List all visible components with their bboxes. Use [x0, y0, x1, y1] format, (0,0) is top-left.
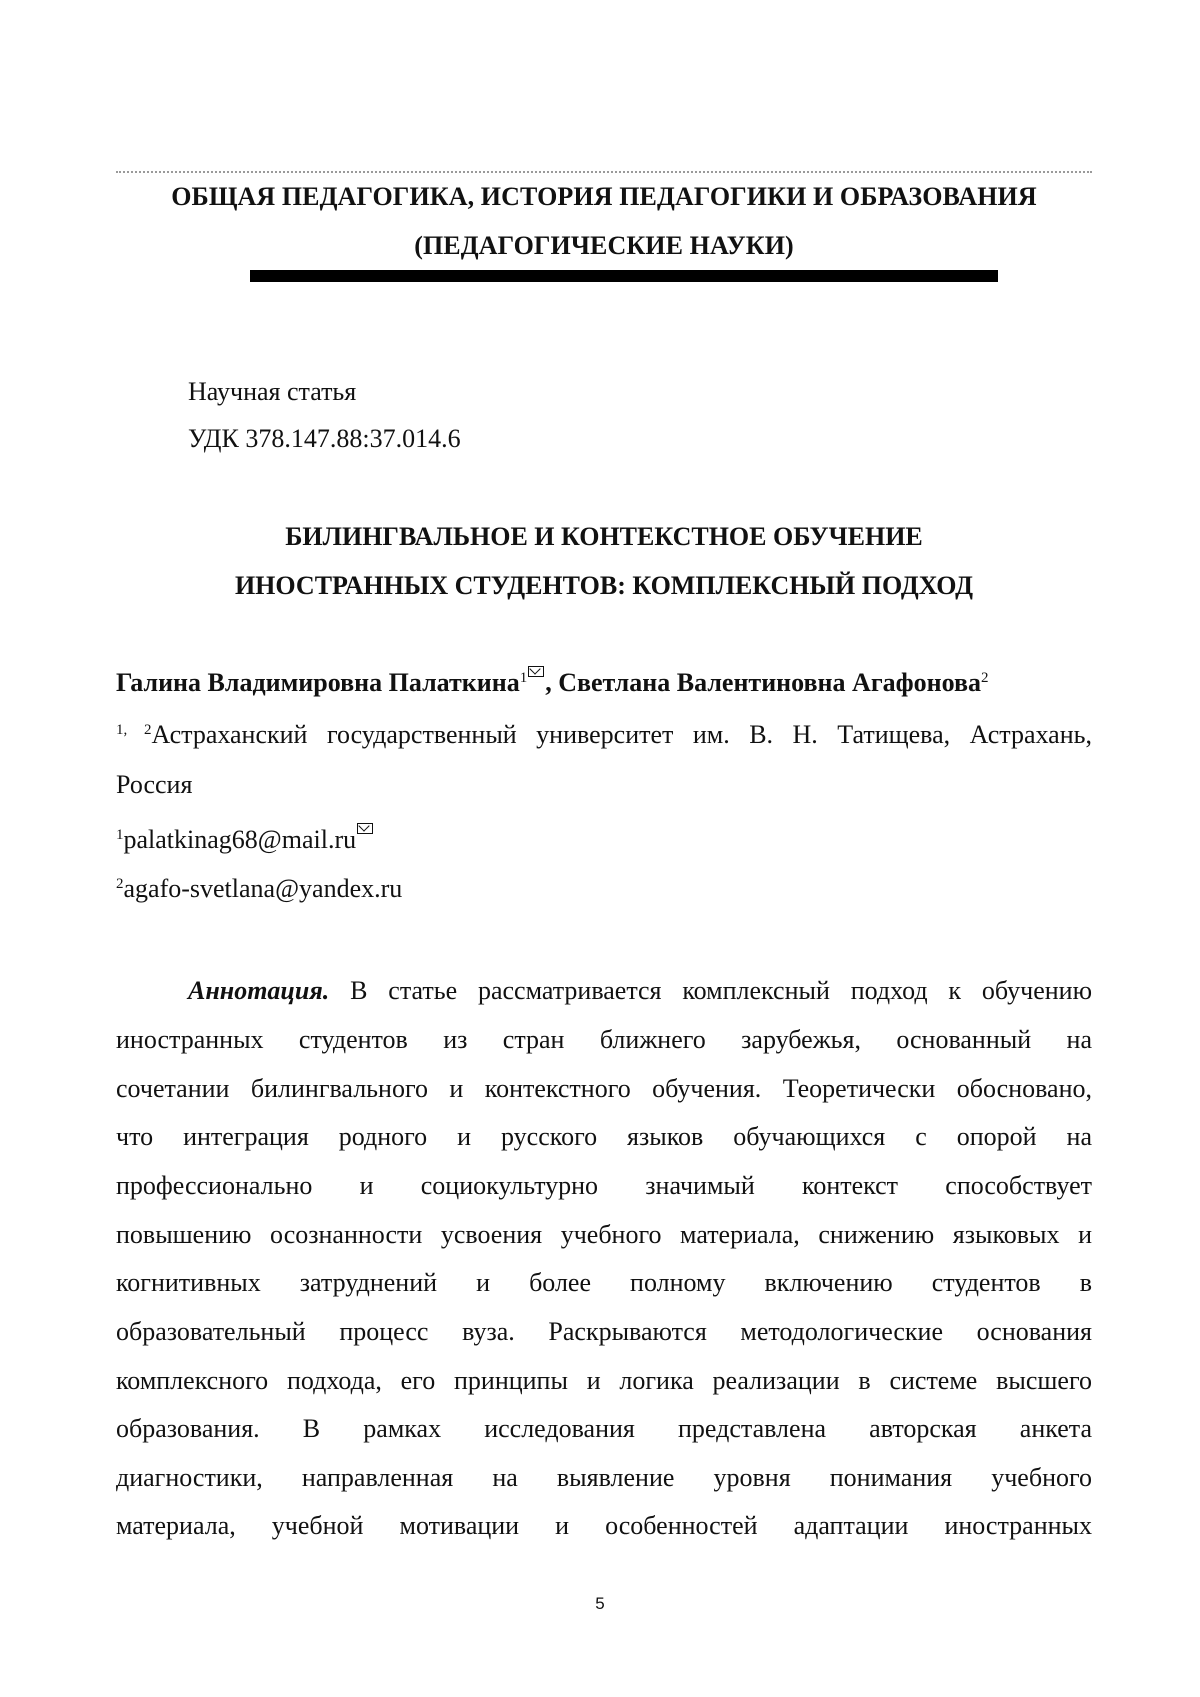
author-1-superscript: 1: [519, 670, 528, 686]
abstract-line: диагностики, направленная на выявление уровня понимания учебного: [116, 1463, 1092, 1492]
author-2-name: Светлана Валентиновна Агафонова: [558, 668, 981, 697]
author-1-name: Галина Владимировна Палаткина: [116, 668, 520, 697]
email-1-line: [116, 823, 374, 855]
affiliation-superscript: 1, 2: [116, 722, 152, 738]
affiliation-text: Астраханский государственный университет им. В. Н. Татищева, Астрахань,: [151, 720, 1092, 749]
abstract-line: повышению осознанности усвоения учебного материала, снижению языковых и: [116, 1220, 1092, 1249]
abstract-line: комплексного подхода, его принципы и логика реализации в системе высшего: [116, 1366, 1092, 1395]
abstract-line: образовательный процесс вуза. Раскрываются методологические основания: [116, 1317, 1092, 1346]
abstract-line: профессионально и социокультурно значимый контекст способствует: [116, 1171, 1092, 1200]
email-1-superscript: 1: [116, 827, 124, 843]
abstract-line: образования. В рамках исследования представлена авторская анкета: [116, 1414, 1092, 1443]
email-1-link[interactable]: palatkinag68@mail.ru: [123, 825, 357, 854]
envelope-icon: [357, 823, 373, 834]
email-2-line: [116, 874, 402, 904]
udc-code: УДК 378.147.88:37.014.6: [188, 424, 461, 453]
envelope-icon: [528, 666, 544, 677]
section-header: [116, 172, 1092, 270]
abstract-line-text: В статье рассматривается комплексный подход к обучению: [350, 976, 1092, 1005]
section-header-line-1: ОБЩАЯ ПЕДАГОГИКА, ИСТОРИЯ ПЕДАГОГИКИ И ОБРАЗОВАНИЯ: [171, 182, 1037, 211]
email-2-link[interactable]: agafo-svetlana@yandex.ru: [123, 874, 403, 903]
abstract-line: что интеграция родного и русского языков обучающихся с опорой на: [116, 1122, 1092, 1151]
abstract-line: иностранных студентов из стран ближнего зарубежья, основанный на: [116, 1025, 1092, 1054]
abstract-label: Аннотация.: [188, 976, 330, 1005]
article-title-line-1: БИЛИНГВАЛЬНОЕ И КОНТЕКСТНОЕ ОБУЧЕНИЕ: [285, 522, 923, 551]
email-2-superscript: 2: [116, 876, 124, 892]
author-2-superscript: 2: [980, 670, 989, 686]
header-thick-rule: [250, 270, 998, 282]
affiliation-line-2: Россия: [116, 770, 193, 799]
article-title-line-2: ИНОСТРАННЫХ СТУДЕНТОВ: КОМПЛЕКСНЫЙ ПОДХОД: [234, 571, 974, 600]
page-number: 5: [595, 1594, 605, 1613]
author-separator: ,: [545, 668, 559, 697]
section-header-line-2: (ПЕДАГОГИЧЕСКИЕ НАУКИ): [414, 231, 794, 260]
abstract-line: когнитивных затруднений и более полному включению студентов в: [116, 1268, 1092, 1297]
affiliation-line-1: [116, 720, 1092, 750]
authors-line: [116, 666, 988, 699]
article-title: [116, 512, 1092, 610]
abstract-line: сочетании билингвального и контекстного обучения. Теоретически обосновано,: [116, 1074, 1092, 1103]
article-type: Научная статья: [188, 377, 357, 406]
abstract-line: [188, 976, 1092, 1006]
abstract-line: материала, учебной мотивации и особенностей адаптации иностранных: [116, 1511, 1092, 1540]
